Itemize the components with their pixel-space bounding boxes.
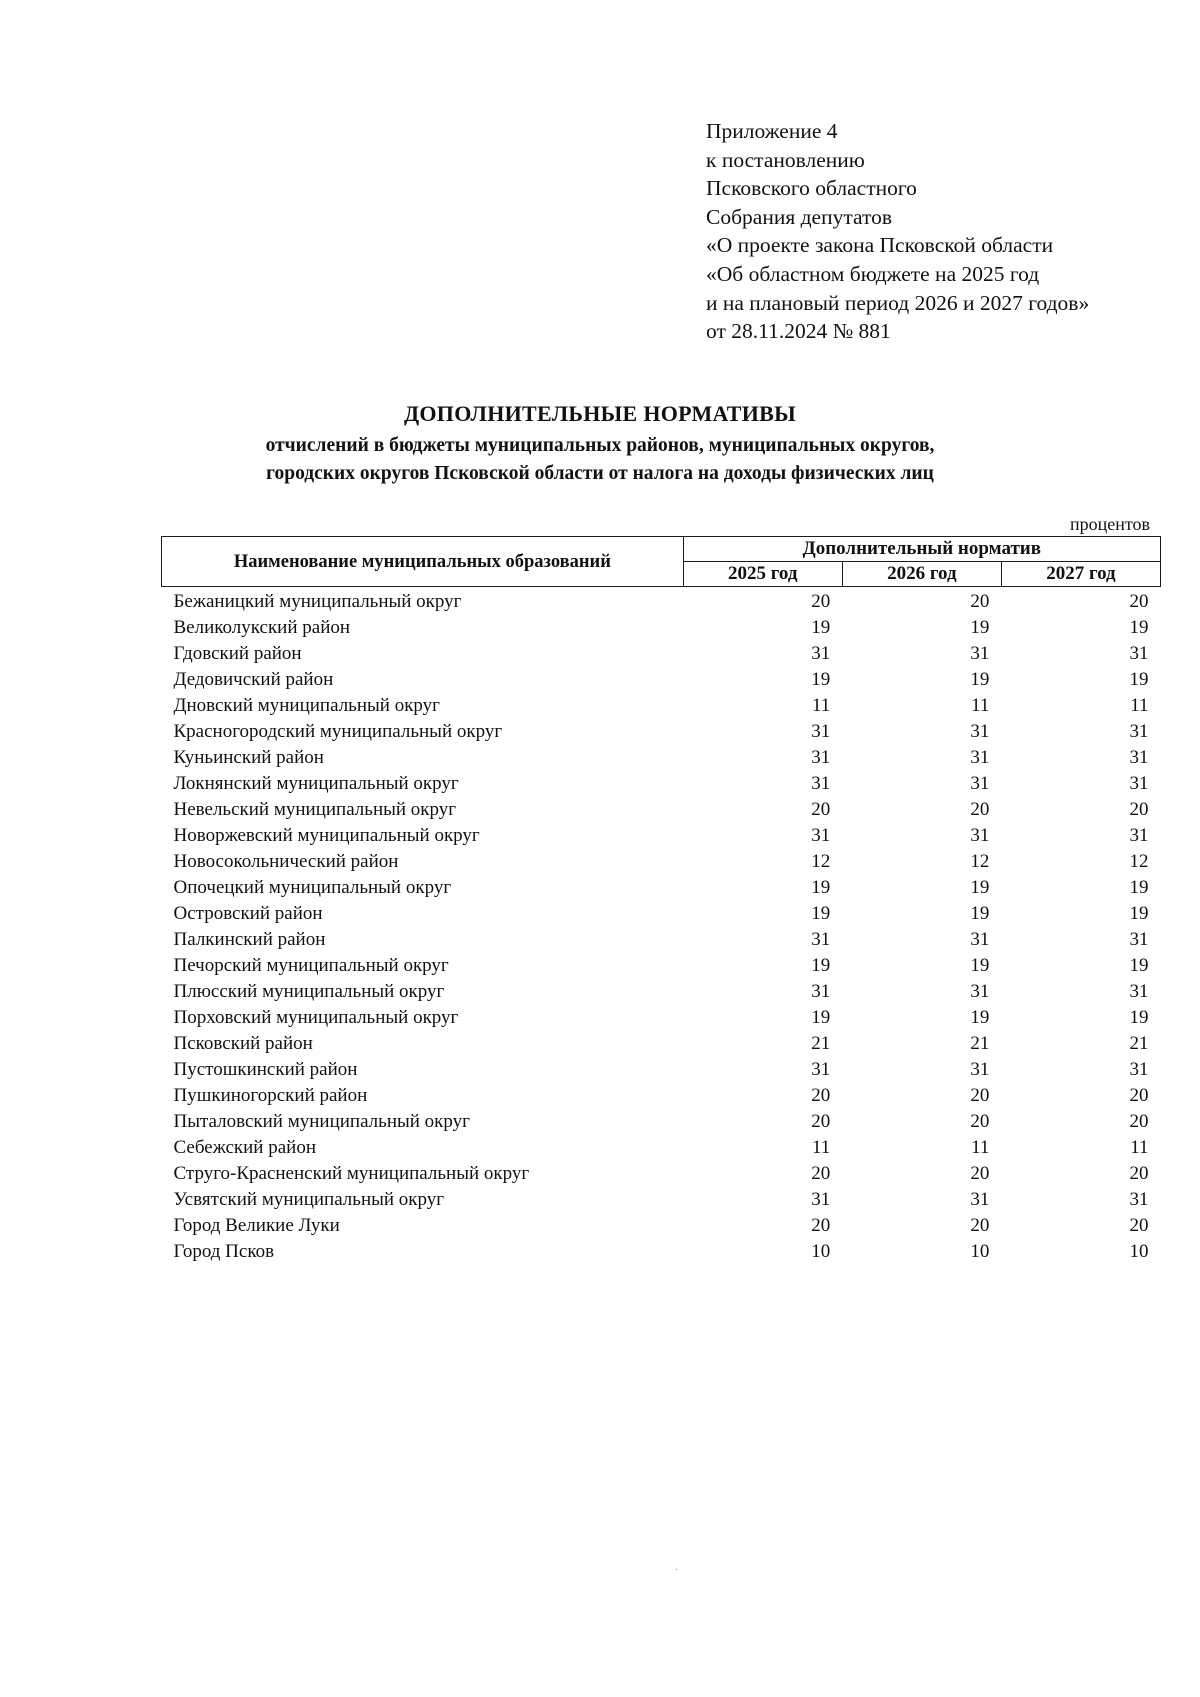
table-row xyxy=(162,1005,1161,1031)
appendix-line: от 28.11.2024 № 881 xyxy=(706,319,891,344)
norm-value-2027: 31 xyxy=(1129,773,1149,794)
norm-value-2026: 20 xyxy=(970,1111,990,1132)
appendix-line: «О проекте закона Псковской области xyxy=(706,233,1054,258)
norm-value-2027: 19 xyxy=(1129,617,1149,638)
municipality-name: Плюсский муниципальный округ xyxy=(173,981,445,1002)
norms-table xyxy=(161,536,1161,1265)
norm-value-2026: 31 xyxy=(970,929,990,950)
norm-value-2027: 20 xyxy=(1129,1085,1149,1106)
table-row xyxy=(162,953,1161,979)
municipality-name: Палкинский район xyxy=(173,929,326,950)
municipality-name: Пустошкинский район xyxy=(173,1059,358,1080)
norm-value-2025: 31 xyxy=(811,981,831,1002)
table-row xyxy=(162,1031,1161,1057)
table-row xyxy=(162,979,1161,1005)
norm-value-2027: 31 xyxy=(1129,721,1149,742)
table-row xyxy=(162,745,1161,771)
norm-value-2026: 31 xyxy=(970,643,990,664)
norm-value-2027: 20 xyxy=(1129,799,1149,820)
norm-value-2026: 19 xyxy=(970,1007,990,1028)
table-row xyxy=(162,771,1161,797)
norm-value-2027: 20 xyxy=(1129,1163,1149,1184)
norm-value-2026: 31 xyxy=(970,747,990,768)
municipality-name: Псковский район xyxy=(173,1033,313,1054)
norm-value-2025: 31 xyxy=(811,643,831,664)
scan-speck: · xyxy=(675,1565,679,1576)
norm-value-2025: 31 xyxy=(811,1189,831,1210)
norm-value-2027: 31 xyxy=(1129,643,1149,664)
norm-value-2026: 20 xyxy=(970,591,990,612)
norm-value-2027: 11 xyxy=(1130,695,1149,716)
municipality-name: Красногородский муниципальный округ xyxy=(173,721,503,742)
appendix-line: и на плановый период 2026 и 2027 годов» xyxy=(706,290,1090,315)
norm-value-2027: 20 xyxy=(1129,591,1149,612)
norm-value-2025: 21 xyxy=(811,1033,831,1054)
norm-value-2027: 20 xyxy=(1129,1215,1149,1236)
municipality-name: Печорский муниципальный округ xyxy=(173,955,449,976)
municipality-name: Дедовичский район xyxy=(173,669,334,690)
appendix-line: Псковского областного xyxy=(706,176,917,201)
municipality-name: Струго-Красненский муниципальный округ xyxy=(173,1163,530,1184)
norm-value-2025: 20 xyxy=(811,591,831,612)
norm-value-2025: 19 xyxy=(811,617,831,638)
norm-value-2027: 31 xyxy=(1129,747,1149,768)
norm-value-2026: 19 xyxy=(970,669,990,690)
norm-value-2026: 21 xyxy=(970,1033,990,1054)
municipality-name: Куньинский район xyxy=(173,747,324,768)
norm-value-2027: 19 xyxy=(1129,669,1149,690)
norm-value-2025: 20 xyxy=(811,1085,831,1106)
norm-value-2025: 20 xyxy=(811,1215,831,1236)
norm-value-2025: 31 xyxy=(811,721,831,742)
municipality-name: Опочецкий муниципальный округ xyxy=(173,877,452,898)
norm-value-2025: 11 xyxy=(812,695,831,716)
appendix-block xyxy=(706,117,1089,346)
name-column-header: Наименование муниципальных образований xyxy=(162,537,684,587)
norm-value-2025: 19 xyxy=(811,903,831,924)
norm-value-2026: 31 xyxy=(970,1059,990,1080)
norm-value-2027: 31 xyxy=(1129,1189,1149,1210)
table-row xyxy=(162,1161,1161,1187)
norm-value-2025: 20 xyxy=(811,799,831,820)
year-header-2025: 2025 год xyxy=(683,562,842,587)
norm-value-2026: 11 xyxy=(971,1137,990,1158)
norm-value-2027: 31 xyxy=(1129,929,1149,950)
norm-value-2027: 31 xyxy=(1129,825,1149,846)
norm-value-2026: 19 xyxy=(970,877,990,898)
norm-value-2026: 31 xyxy=(970,1189,990,1210)
document-subtitle-line-1: отчислений в бюджеты муниципальных районов, муниципальных округов, xyxy=(265,435,935,456)
year-header-2026: 2026 год xyxy=(842,562,1001,587)
norm-value-2027: 11 xyxy=(1130,1137,1149,1158)
norm-value-2025: 20 xyxy=(811,1163,831,1184)
table-row xyxy=(162,1135,1161,1161)
norm-value-2027: 31 xyxy=(1129,1059,1149,1080)
norm-value-2026: 31 xyxy=(970,825,990,846)
municipality-name: Порховский муниципальный округ xyxy=(173,1007,459,1028)
municipality-name: Город Великие Луки xyxy=(173,1215,340,1236)
norm-value-2026: 10 xyxy=(970,1241,990,1262)
norm-value-2025: 31 xyxy=(811,1059,831,1080)
norm-value-2025: 11 xyxy=(812,1137,831,1158)
norm-value-2026: 11 xyxy=(971,695,990,716)
norm-value-2027: 10 xyxy=(1129,1241,1149,1262)
norm-value-2026: 19 xyxy=(970,955,990,976)
unit-label: процентов xyxy=(1069,514,1150,534)
table-row xyxy=(162,927,1161,953)
table-row xyxy=(162,667,1161,693)
table-row xyxy=(162,1109,1161,1135)
norm-value-2026: 20 xyxy=(970,1215,990,1236)
norm-value-2025: 19 xyxy=(811,877,831,898)
appendix-line: Собрания депутатов xyxy=(706,204,892,229)
norm-value-2025: 19 xyxy=(811,1007,831,1028)
document-title: ДОПОЛНИТЕЛЬНЫЕ НОРМАТИВЫ xyxy=(403,401,797,426)
table-row xyxy=(162,587,1161,616)
table-row xyxy=(162,641,1161,667)
municipality-name: Дновский муниципальный округ xyxy=(173,695,440,716)
table-row xyxy=(162,1213,1161,1239)
table-row xyxy=(162,1057,1161,1083)
norm-value-2026: 20 xyxy=(970,1163,990,1184)
table-row xyxy=(162,875,1161,901)
municipality-name: Островский район xyxy=(173,903,323,924)
table-row xyxy=(162,797,1161,823)
norm-value-2027: 19 xyxy=(1129,1007,1149,1028)
norm-value-2026: 20 xyxy=(970,1085,990,1106)
table-row xyxy=(162,615,1161,641)
norm-value-2025: 20 xyxy=(811,1111,831,1132)
table-row xyxy=(162,1239,1161,1265)
municipality-name: Невельский муниципальный округ xyxy=(173,799,457,820)
norm-value-2025: 12 xyxy=(811,851,831,872)
table-row xyxy=(162,693,1161,719)
norm-value-2027: 12 xyxy=(1129,851,1149,872)
norm-value-2025: 31 xyxy=(811,929,831,950)
norm-value-2026: 31 xyxy=(970,721,990,742)
document-subtitle-line-2: городских округов Псковской области от налога на доходы физических лиц xyxy=(266,463,934,484)
norm-value-2026: 19 xyxy=(970,617,990,638)
table-row xyxy=(162,849,1161,875)
municipality-name: Город Псков xyxy=(173,1241,275,1262)
municipality-name: Локнянский муниципальный округ xyxy=(173,773,459,794)
norm-value-2027: 19 xyxy=(1129,955,1149,976)
municipality-name: Себежский район xyxy=(173,1137,316,1158)
year-header-2027: 2027 год xyxy=(1001,562,1160,587)
municipality-name: Гдовский район xyxy=(173,643,302,664)
norm-value-2027: 19 xyxy=(1129,903,1149,924)
table-row xyxy=(162,823,1161,849)
table-row xyxy=(162,719,1161,745)
additional-norm-header: Дополнительный норматив xyxy=(683,537,1160,562)
norm-value-2027: 21 xyxy=(1129,1033,1149,1054)
municipality-name: Усвятский муниципальный округ xyxy=(173,1189,445,1210)
norm-value-2026: 12 xyxy=(970,851,990,872)
table-row xyxy=(162,901,1161,927)
norm-value-2027: 31 xyxy=(1129,981,1149,1002)
norm-value-2025: 10 xyxy=(811,1241,831,1262)
appendix-line: «Об областном бюджете на 2025 год xyxy=(706,261,1040,286)
municipality-name: Пушкиногорский район xyxy=(173,1085,368,1106)
norm-value-2025: 19 xyxy=(811,669,831,690)
municipality-name: Новосокольнический район xyxy=(173,851,399,872)
norm-value-2025: 31 xyxy=(811,773,831,794)
table-row xyxy=(162,1083,1161,1109)
norm-value-2025: 19 xyxy=(811,955,831,976)
table-row xyxy=(162,1187,1161,1213)
table-body xyxy=(162,587,1161,1266)
norm-value-2025: 31 xyxy=(811,825,831,846)
norm-value-2026: 31 xyxy=(970,773,990,794)
table-header xyxy=(162,537,1161,587)
norm-value-2025: 31 xyxy=(811,747,831,768)
appendix-line: Приложение 4 xyxy=(706,119,838,143)
appendix-line: к постановлению xyxy=(706,147,865,172)
municipality-name: Бежаницкий муниципальный округ xyxy=(173,591,462,612)
municipality-name: Великолукский район xyxy=(173,617,351,638)
norm-value-2026: 31 xyxy=(970,981,990,1002)
norm-value-2026: 20 xyxy=(970,799,990,820)
norm-value-2027: 20 xyxy=(1129,1111,1149,1132)
municipality-name: Пыталовский муниципальный округ xyxy=(173,1111,470,1132)
municipality-name: Новоржевский муниципальный округ xyxy=(173,825,480,846)
norm-value-2026: 19 xyxy=(970,903,990,924)
norm-value-2027: 19 xyxy=(1129,877,1149,898)
